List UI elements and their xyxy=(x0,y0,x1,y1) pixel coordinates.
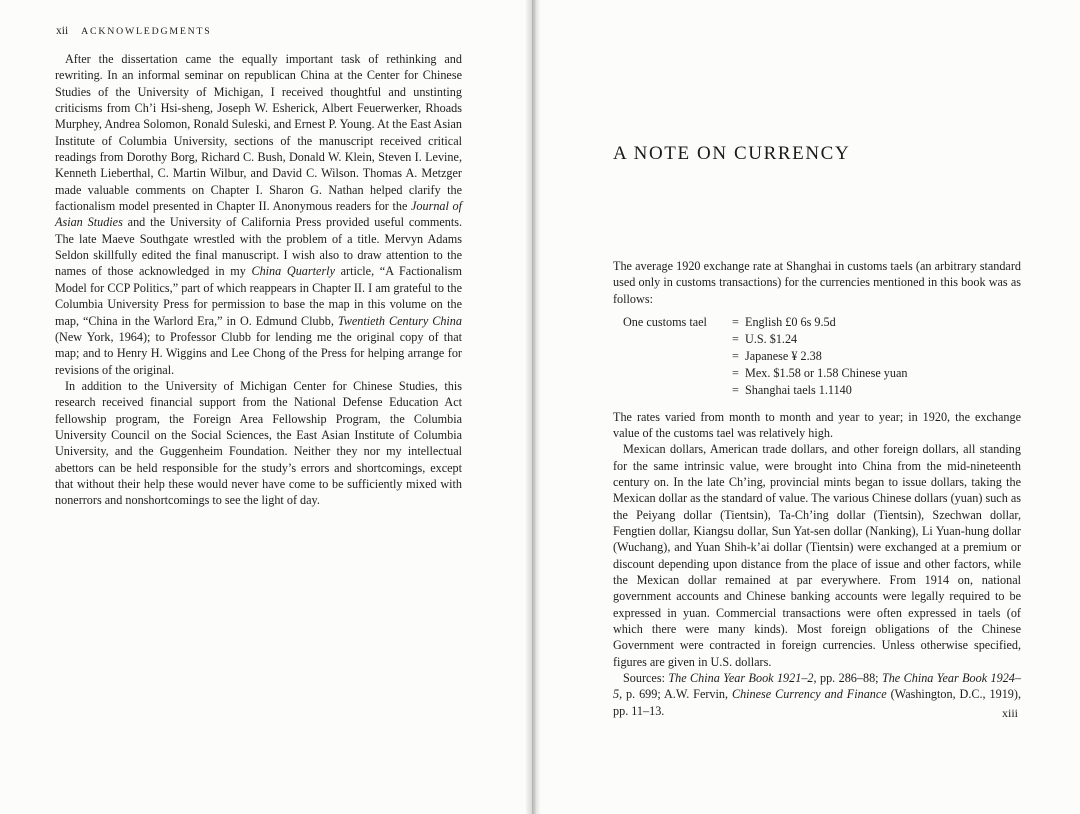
italic-title: Journal of Asian Studies xyxy=(55,199,462,230)
text-run: (Washington, D.C., 1919), pp. 11–13. xyxy=(613,687,1021,718)
page-number: xii xyxy=(56,25,69,37)
exchange-rate-table xyxy=(613,314,1021,399)
italic-title: The China Year Book 1921–2 xyxy=(668,671,814,685)
running-head-title: ACKNOWLEDGMENTS xyxy=(81,26,212,37)
exchange-rate-row xyxy=(613,365,1021,382)
text-run: (New York, 1964); to Professor Clubb for lending me the original copy of that map; and to Henry H. Wiggins and Lee Chong of the Press for helping arrange for revisions of the original. xyxy=(55,329,462,377)
rate-label xyxy=(613,331,732,348)
rate-label xyxy=(613,348,732,365)
acknowledgments-paragraph xyxy=(55,51,462,378)
equals-sign: = xyxy=(732,315,739,330)
chapter-title: A NOTE ON CURRENCY xyxy=(613,143,851,164)
left-page xyxy=(0,0,530,814)
rate-label: One customs tael xyxy=(623,315,707,330)
rate-value: Shanghai taels 1.1140 xyxy=(745,383,852,398)
acknowledgments-paragraph xyxy=(55,378,462,509)
rate-label xyxy=(613,382,732,399)
mexican-dollar-paragraph: Mexican dollars, American trade dollars, and other foreign dollars, all standing for the same intrinsic value, were brought into China from the mid-nineteenth century on. In the late Ch’ing, provincial mints began to issue dollars, taking the Mexican dollar as the standard of value. The various Chinese dollars (yuan) such as the Peiyang dollar (Tientsin), Ta-Ch’ing dollar (Tientsin), Szechwan dollar, Fengtien dollar, Kiangsu dollar, Sun Yat-sen dollar (Nanking), Li Yuan-hung dollar (Wuchang), and Yuan Shih-k’ai dollar (Tientsin) were exchanged at a premium or discount depending upon distance from the place of issue and other factors, while the Mexican dollar remained at par everywhere. From 1914 on, national government accounts and Chinese banking accounts were legally required to be expressed in yuan. Commercial transactions were often expressed in taels (of which there were many kinds). Most foreign obligations of the Chinese Government were contracted in foreign currencies. Unless otherwise specified, figures are given in U.S. dollars. xyxy=(613,442,1021,669)
running-head xyxy=(56,25,212,37)
equals-sign: = xyxy=(732,349,739,364)
exchange-rate-row xyxy=(613,382,1021,399)
equals-sign: = xyxy=(732,332,739,347)
italic-title: Twentieth Century China xyxy=(337,313,462,328)
exchange-rate-row xyxy=(613,314,1021,331)
text-run: Sources: xyxy=(623,671,669,685)
equals-sign: = xyxy=(732,366,739,381)
rate-value: U.S. $1.24 xyxy=(745,332,798,347)
equals-sign: = xyxy=(732,383,739,398)
text-run: and the University of California Press provided useful comments. The late Maeve Southgate wrestled with the problem of a title. Mervyn Adams Seldon skillfully edited the final manuscript. I wish also to draw attention to the names of those acknowledged in my xyxy=(55,215,463,279)
acknowledgments-body xyxy=(55,51,462,509)
text-run: In addition to the University of Michigan Center for Chinese Studies, this research received financial support from the National Defense Education Act fellowship program, the Foreign Area Fellowship Program, the Columbia University Council on the Social Sciences, the East Asian Institute of Columbia University, and the Guggenheim Foundation. Neither they nor my intellectual abettors can be held responsible for the study’s errors and shortcomings, except that without their help these would never have come to be sufficiently mixed with nonerrors and nonshortcomings to see the light of day. xyxy=(55,378,462,508)
rate-value: Mex. $1.58 or 1.58 Chinese yuan xyxy=(745,366,908,381)
variation-paragraph: The rates varied from month to month and year to year; in 1920, the exchange value of the customs tael was relatively high. xyxy=(613,409,1021,440)
italic-title: China Quarterly xyxy=(251,264,335,279)
gutter-fold-line xyxy=(532,0,533,814)
intro-paragraph: The average 1920 exchange rate at Shanghai in customs taels (an arbitrary standard used only in customs transactions) for the currencies mentioned in this book was as follows: xyxy=(613,259,1021,306)
italic-title: The China Year Book 1924–5 xyxy=(613,671,1021,702)
italic-title: Chinese Currency and Finance xyxy=(731,687,887,702)
rate-label xyxy=(613,365,732,382)
rate-value: Japanese ¥ 2.38 xyxy=(745,349,822,364)
exchange-rate-row xyxy=(613,348,1021,365)
text-run: article, “A Factionalism Model for CCP Politics,” part of which reappears in Chapter II. I am grateful to the Columbia University Press for permission to base the map in this volume on the map, “China in the Warlord Era,” in O. Edmund Clubb, xyxy=(55,264,462,328)
text-run: After the dissertation came the equally important task of rethinking and rewriting. In an informal seminar on republican China at the Center for Chinese Studies of the University of Michigan, I received thoughtful and unstinting criticisms from Ch’i Hsi-sheng, Joseph W. Esherick, Albert Feuerwerker, Rhoads Murphey, Andrea Solomon, Ronald Suleski, and Ernest P. Young. At the East Asian Institute of Columbia University, sections of the manuscript received critical readings from Dorothy Borg, Richard C. Bush, Donald W. Klein, Steven I. Levine, Kenneth Lieberthal, C. Martin Wilbur, and David C. Wilson. Thomas A. Metzger made valuable comments on Chapter I. Sharon G. Nathan helped clarify the factionalism model presented in Chapter II. Anonymous readers for the xyxy=(55,52,462,214)
sources-note xyxy=(613,670,1021,719)
page-number-right: xiii xyxy=(1002,706,1019,720)
currency-note-body xyxy=(613,258,1021,719)
rate-value: English £0 6s 9.5d xyxy=(745,315,836,330)
text-run: , p. 699; A.W. Fervin, xyxy=(619,687,732,702)
text-run: , pp. 286–88; xyxy=(813,671,882,685)
exchange-rate-row xyxy=(613,331,1021,348)
